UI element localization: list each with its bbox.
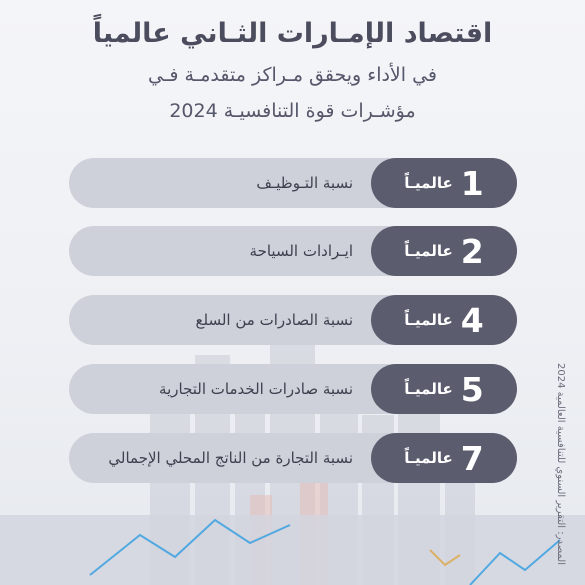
ranking-row [69, 295, 517, 345]
rank-word: عالميـاً [404, 174, 453, 192]
subtitle-line-1: في الأداء ويحقق مـراكز متقدمـة فـي [147, 64, 438, 86]
rank-word: عالميـاً [404, 449, 453, 467]
ranking-row [69, 226, 517, 276]
rank-number: 4 [460, 300, 484, 340]
ranking-label: نسبة التـوظيـف [256, 174, 353, 192]
source-note: المصدر: التقرير السنوي للتنافسية العالمية 2024 [555, 363, 566, 565]
ranking-label: نسبة الصادرات من السلع [195, 311, 353, 329]
ranking-label: نسبة صادرات الخدمات التجارية [159, 380, 353, 398]
rank-word: عالميـاً [404, 380, 453, 398]
page-title: اقتصاد الإمـارات الثـاني عالمياً [92, 18, 493, 49]
ranking-row [69, 158, 517, 208]
ranking-row [69, 433, 517, 483]
rank-word: عالميـاً [404, 311, 453, 329]
ranking-label: نسبة التجارة من الناتج المحلي الإجمالي [108, 449, 353, 467]
rank-number: 2 [460, 231, 484, 271]
ranking-row [69, 364, 517, 414]
rank-number: 7 [460, 438, 484, 478]
rank-badge [371, 364, 517, 414]
subtitle-line-2: مؤشـرات قوة التنافسيـة 2024 [169, 100, 416, 122]
ranking-label: ايـرادات السياحة [249, 242, 353, 260]
rank-badge [371, 158, 517, 208]
rank-badge [371, 295, 517, 345]
rank-badge [371, 433, 517, 483]
rank-badge [371, 226, 517, 276]
rank-number: 5 [460, 369, 484, 409]
rank-word: عالميـاً [404, 242, 453, 260]
rank-number: 1 [460, 163, 484, 203]
